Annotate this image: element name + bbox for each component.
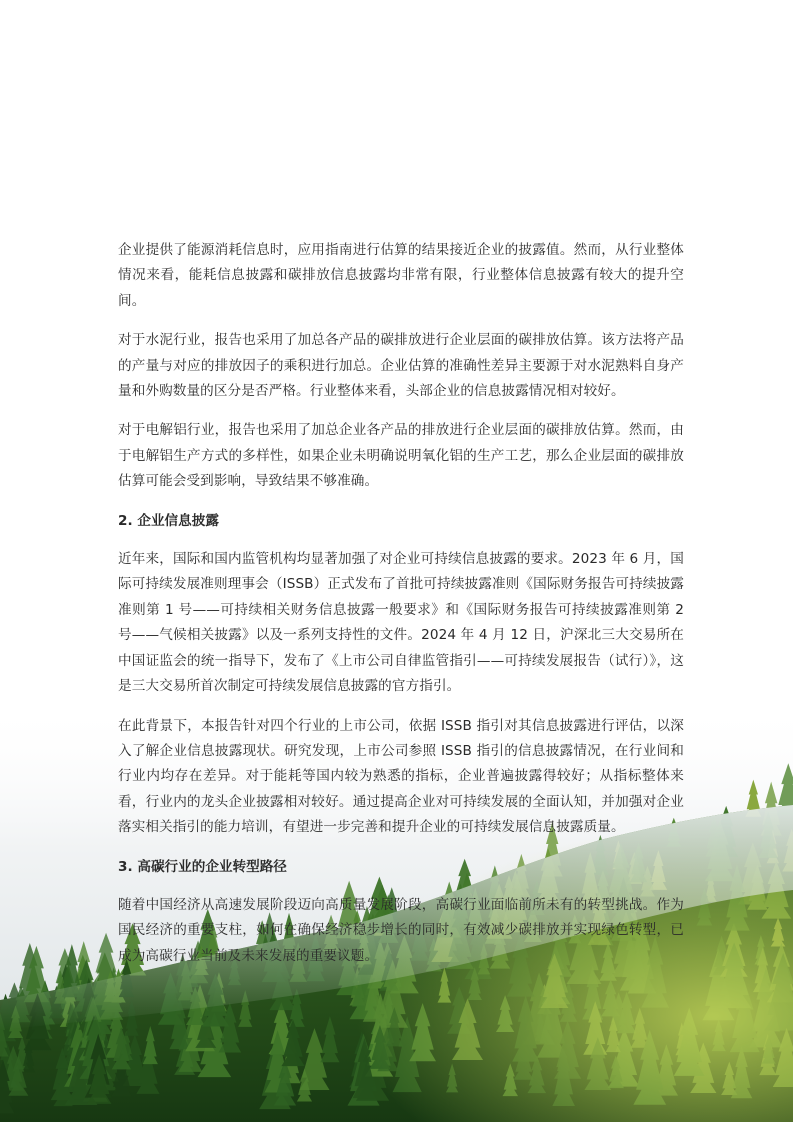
paragraph-cement-industry: 对于水泥行业，报告也采用了加总各产品的碳排放进行企业层面的碳排放估算。该方法将产品的产量与对应的排放因子的乘积进行加总。企业估算的准确性差异主要源于对水泥熟料自身产量和外购数量的区分是否严格。行业整体来看，头部企业的信息披露情况相对较好。 [118, 332, 684, 400]
main-content [118, 238, 684, 983]
paragraph-regulation: 近年来，国际和国内监管机构均显著加强了对企业可持续信息披露的要求。2023 年 6 月，国际可持续发展准则理事会（ISSB）正式发布了首批可持续披露准则《国际财务报告可持续披露准则第 1 号——可持续相关财务信息披露一般要求》和《国际财务报告可持续披露准则第 2 号——气候相关披露》以及一系列支持性的文件。2024 年 4 月 12 日，沪深北三大交易所在中国证监会的统一指导下，发布了《上市公司自律监管指引——可持续发展报告（试行）》，这是三大交易所首次制定可持续发展信息披露的官方指引。 [118, 551, 684, 695]
paragraph-energy-disclosure: 企业提供了能源消耗信息时，应用指南进行估算的结果接近企业的披露值。然而，从行业整体情况来看，能耗信息披露和碳排放信息披露均非常有限，行业整体信息披露有较大的提升空间。 [118, 242, 684, 309]
paragraph-transition-challenge: 随着中国经济从高速发展阶段迈向高质量发展阶段，高碳行业面临前所未有的转型挑战。作为国民经济的重要支柱，如何在确保经济稳步增长的同时，有效减少碳排放并实现绿色转型，已成为高碳行业当前及未来发展的重要议题。 [118, 896, 684, 964]
section-heading-transition: 3. 高碳行业的企业转型路径 [118, 858, 287, 875]
section-heading-disclosure: 2. 企业信息披露 [118, 512, 219, 529]
paragraph-issb-evaluation: 在此背景下，本报告针对四个行业的上市公司，依据 ISSB 指引对其信息披露进行评估，以深入了解企业信息披露现状。研究发现，上市公司参照 ISSB 指引的信息披露情况，在行业间和行业内均存在差异。对于能耗等国内较为熟悉的指标，企业普遍披露得较好；从指标整体来看，行业内的龙头企业披露相对较好。通过提高企业对可持续发展的全面认知，并加强对企业落实相关指引的能力培训，有望进一步完善和提升企业的可持续发展信息披露质量。 [118, 717, 684, 836]
paragraph-aluminum-industry: 对于电解铝行业，报告也采用了加总企业各产品的排放进行企业层面的碳排放估算。然而，由于电解铝生产方式的多样性，如果企业未明确说明氧化铝的生产工艺，那么企业层面的碳排放估算可能会受到影响，导致结果不够准确。 [118, 422, 684, 490]
